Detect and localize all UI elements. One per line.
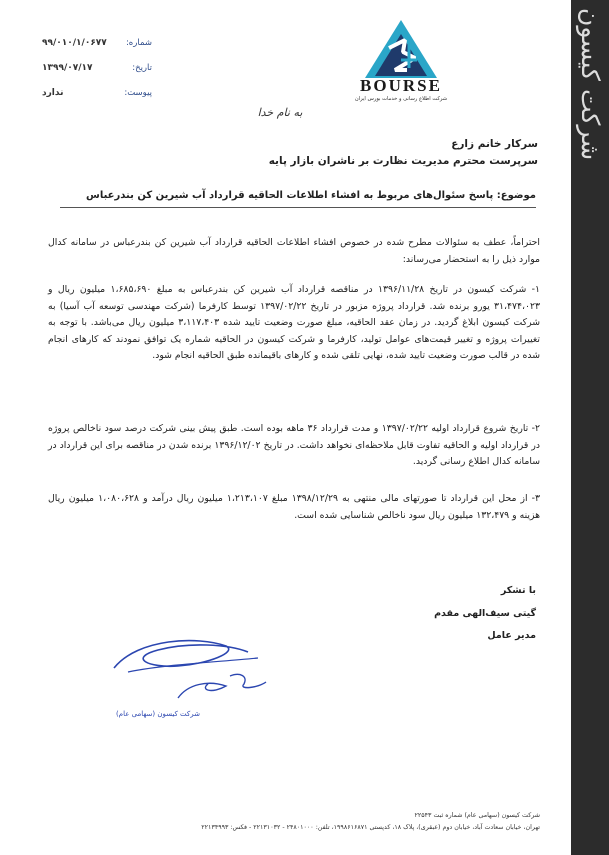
stamp-text: شرکت کیسون (سهامی عام): [116, 710, 200, 718]
footer-line-2: تهران، خیابان سعادت آباد، خیابان دوم (عبقری)، پلاک ۱۸، کدپستی ۱۹۹۸۶۱۶۸۷۱، تلفن: ۲۴۸۰۱۰۰۰ - ۲۲۱۳۱۰۳۲ - فکس: ۲۲۱۳۴۹۹۳: [201, 824, 540, 831]
bourse-logo-icon: [345, 18, 457, 80]
meta-number-label: شماره:: [125, 38, 152, 48]
salutation-line-2: سرپرست محترم مدیریت نظارت بر ناشران بازار پایه: [268, 155, 538, 167]
signature-and-stamp: [108, 628, 288, 728]
letter-footer: [40, 810, 540, 834]
bourse-logo: [345, 18, 457, 110]
meta-attachment-value: ندارد: [42, 88, 64, 98]
footer-line-1: شرکت کیسون (سهامی عام) شماره ثبت ۲۲۵۴۳: [414, 812, 540, 819]
meta-date-label: تاریخ:: [132, 63, 152, 73]
meta-number-row: [42, 36, 152, 61]
meta-date-value: ۱۳۹۹/۰۷/۱۷: [42, 63, 93, 73]
subject-label: موضوع:: [496, 190, 536, 201]
signoff-closing: با تشکر: [500, 585, 536, 596]
paragraph-1: ۱- شرکت کیسون در تاریخ ۱۳۹۶/۱۱/۲۸ در مناقصه قرارداد آب شیرین کن بندرعباس به مبلغ ۱،۶۸۵،۶۹۰ میلیون ریال و ۳۱،۴۷۴،۰۲۳ یورو برنده شد. قرارداد پروژه مزبور در تاریخ ۱۳۹۷/۰۲/۲۲ توسط کارفرما (شرکت مهندسی توسعه آب آسیا) به شرکت کیسون ابلاغ گردید. در زمان عقد الحاقیه، مبلغ صورت وضعیت تایید شده ۳،۱۱۷،۴۰۳ میلیون ریال می‌باشد. با توجه به تغییرات پروژه و تغییر قیمت‌های عوامل تولید، کارفرما و شرکت کیسون در الحاقیه شماره یک توافق نمودند که کارهای انجام شده در قالب صورت وضعیت تایید شده، نهایی تلقی شده و کارهای باقیمانده طبق الحاقیه انجام شود.: [48, 284, 540, 362]
meta-number-value: ۹۹/۰۱۰/۱/۰۶۷۷: [42, 38, 107, 48]
company-sidebar: [571, 0, 609, 855]
intro-paragraph: احتراماً، عطف به سئوالات مطرح شده در خصوص افشاء اطلاعات الحاقیه قرارداد آب شیرین کن بندرعباس در سامانه کدال موارد ذیل را به استحضار می‌رساند:: [48, 237, 540, 265]
meta-attachment-row: [42, 86, 152, 111]
logo-word: BOURSE: [360, 76, 442, 95]
signoff-name: گیتی سیف‌الهی مقدم: [434, 608, 536, 619]
subject-text: پاسخ سئوال‌های مربوط به افشاء اطلاعات الحاقیه قرارداد آب شیرین کن بندرعباس: [86, 190, 494, 201]
meta-attachment-label: پیوست:: [124, 88, 152, 98]
sidebar-company-name: شرکت کیسون: [576, 8, 605, 161]
bismillah: به نام خدا: [257, 106, 303, 119]
subject-line: [60, 190, 536, 208]
meta-date-row: [42, 61, 152, 86]
salutation: [60, 136, 538, 170]
letter-meta: [42, 36, 152, 111]
signoff-title: مدیر عامل: [487, 630, 536, 641]
logo-subtitle: شرکت اطلاع رسانی و خدمات بورس ایران: [354, 96, 448, 102]
salutation-line-1: سرکار خانم زارع: [451, 138, 538, 150]
paragraph-2: ۲- تاریخ شروع قرارداد اولیه ۱۳۹۷/۰۲/۲۲ و مدت قرارداد ۳۶ ماهه بوده است. طبق پیش بینی شرکت درصد سود ناخالص پروژه در قرارداد اولیه و الحاقیه تفاوت قابل ملاحظه‌ای نخواهد داشت. در تاریخ ۱۳۹۶/۱۲/۰۲ برنده شدن در مناقصه برای این قرارداد در سامانه کدال اطلاع رسانی گردید.: [48, 423, 540, 468]
paragraph-3: ۳- از محل این قرارداد تا صورتهای مالی منتهی به ۱۳۹۸/۱۲/۲۹ مبلغ ۱،۲۱۳،۱۰۷ میلیون ریال درآمد و ۱،۰۸۰،۶۲۸ میلیون ریال هزینه و ۱۳۲،۴۷۹ میلیون ریال سود ناخالص شناسایی شده است.: [48, 493, 540, 521]
